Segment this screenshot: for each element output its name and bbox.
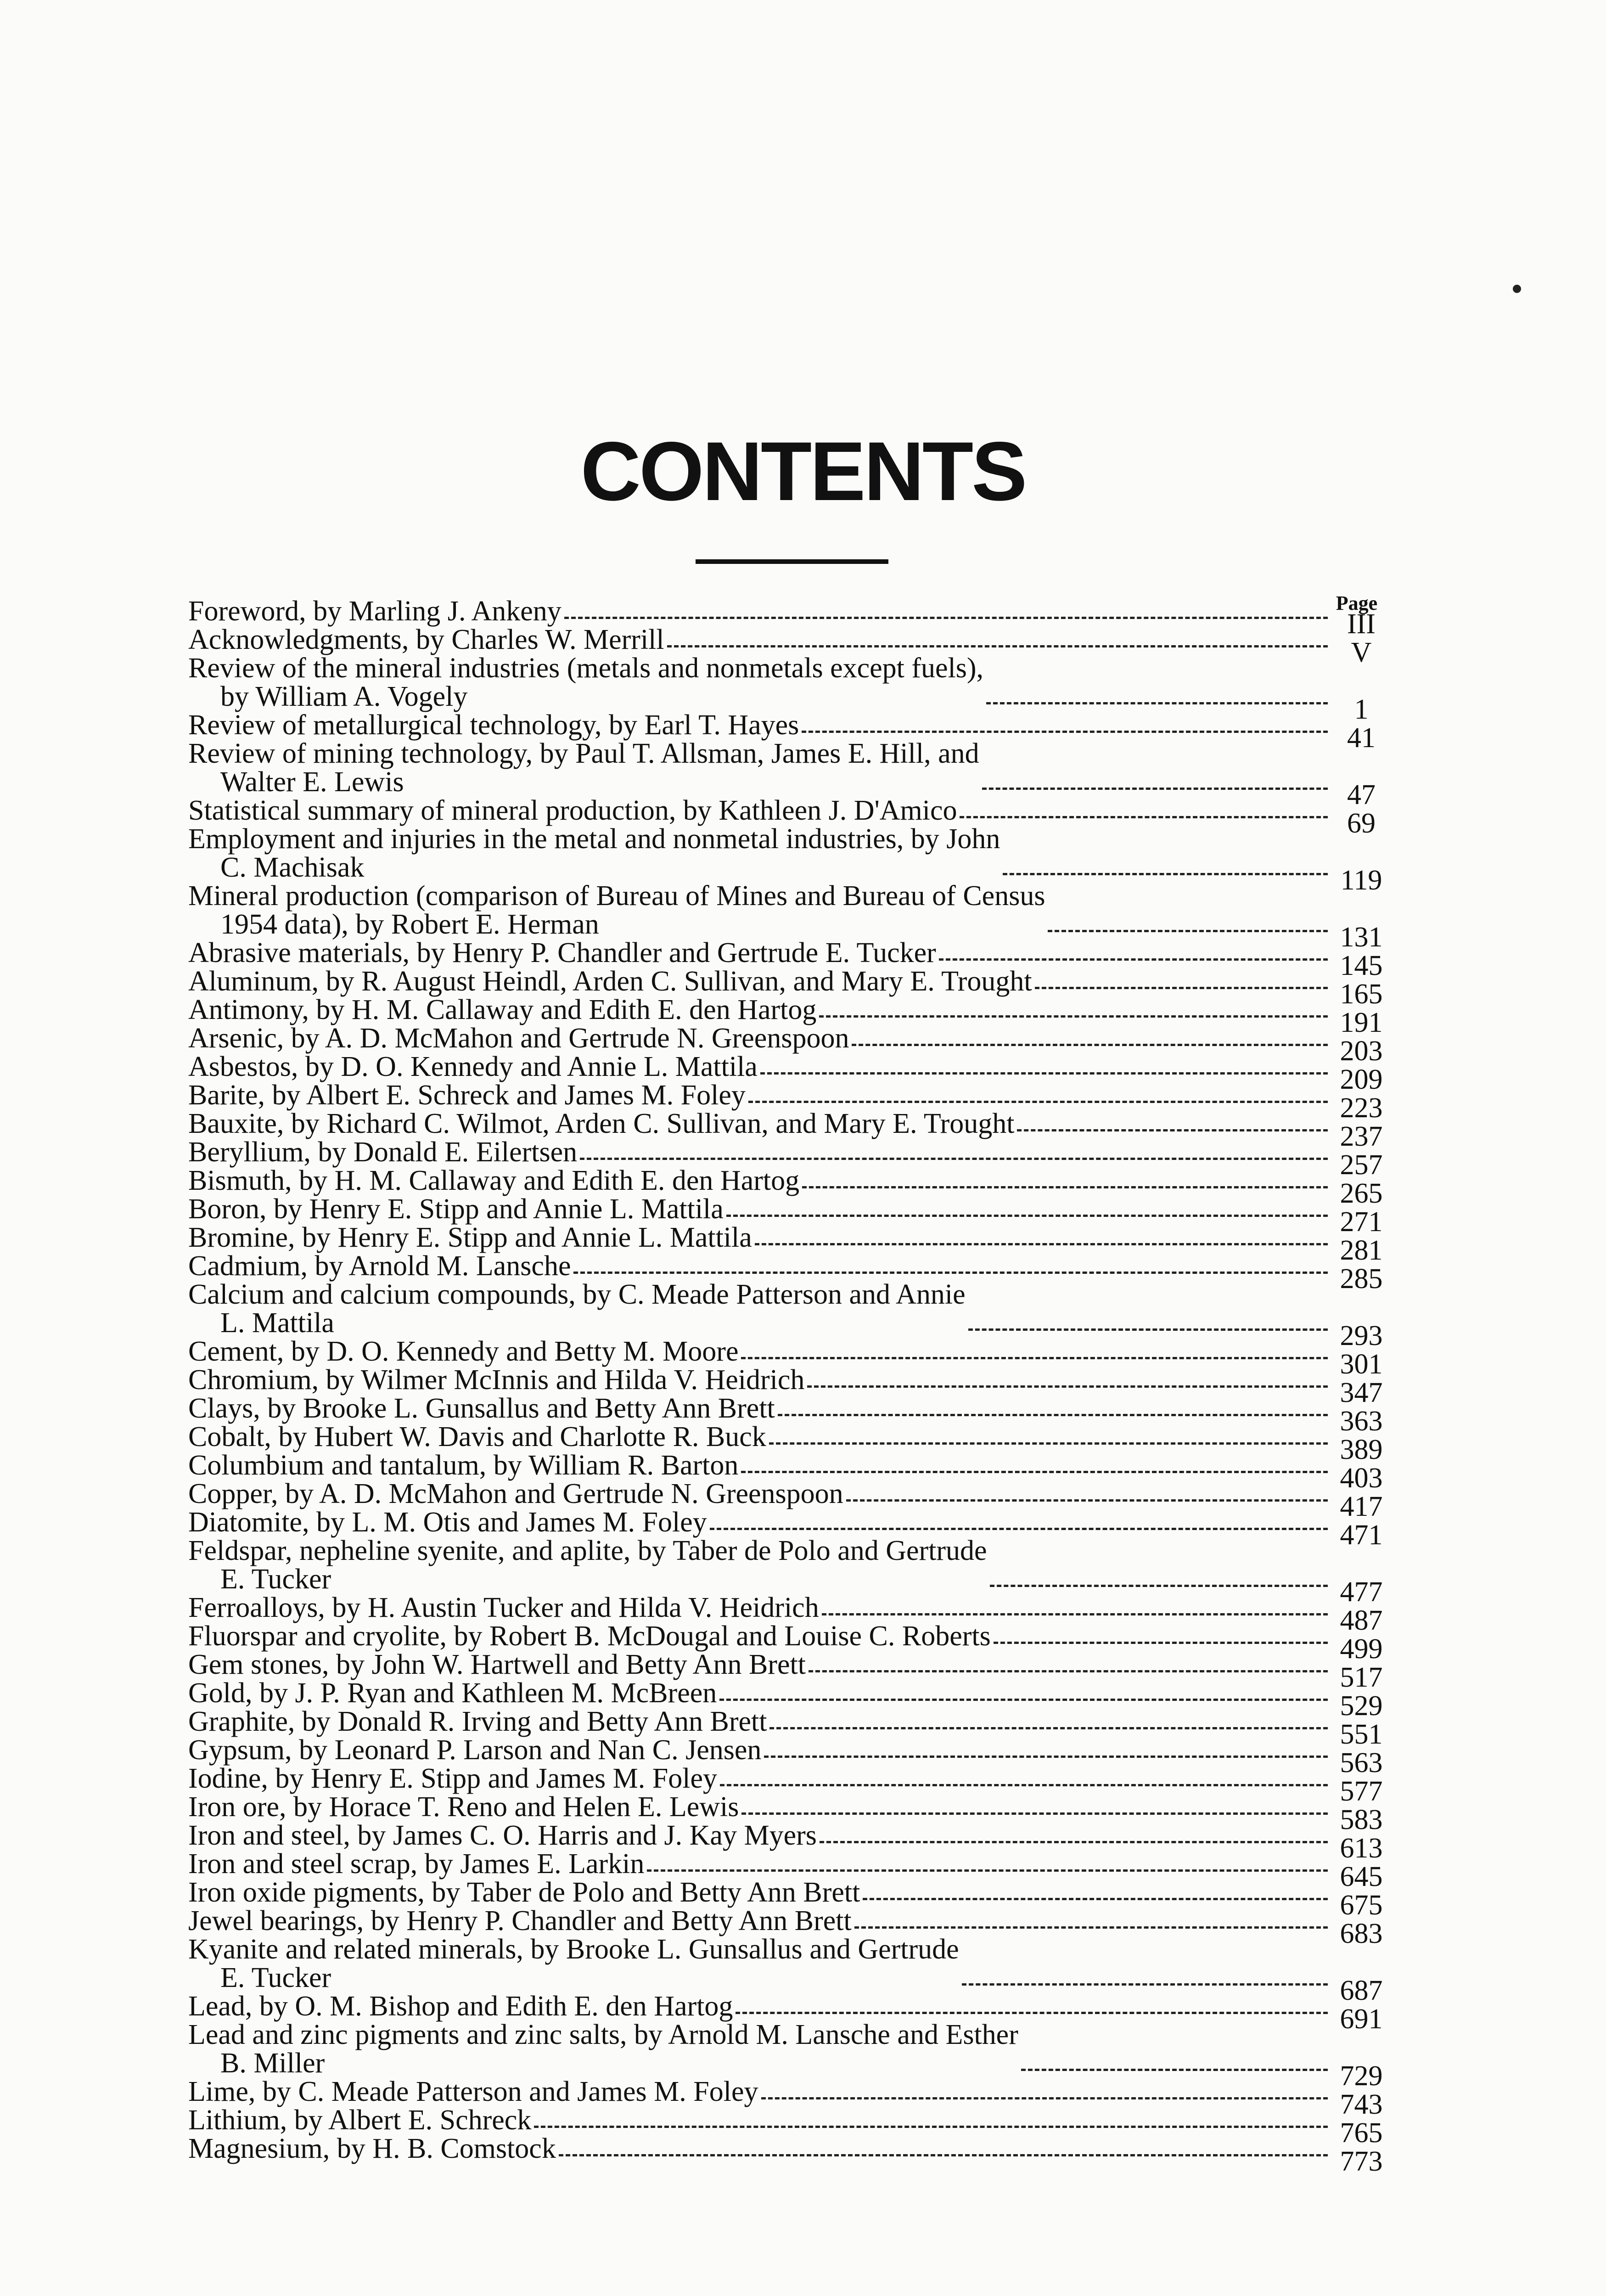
dot-leader: [748, 1101, 1328, 1103]
dot-leader: [802, 1186, 1328, 1188]
toc-page-number: 257: [1340, 1149, 1383, 1181]
toc-entry-text: Feldspar, nepheline syenite, and aplite, by Taber de Polo and Gertrude E. Tucker: [188, 1535, 987, 1595]
toc-entry: [188, 2077, 1331, 2106]
toc-entry: [188, 1736, 1331, 1764]
toc-entry: [188, 1280, 1331, 1337]
toc-page-number: 209: [1340, 1064, 1383, 1095]
toc-entry: [188, 825, 1331, 882]
toc-entry: [188, 939, 1331, 967]
dot-leader: [741, 1471, 1328, 1473]
toc-entry-text: Cement, by D. O. Kennedy and Betty M. Moore: [188, 1336, 739, 1367]
dot-leader: [1035, 987, 1328, 989]
toc-entry: [188, 2106, 1331, 2134]
dot-leader: [846, 1499, 1328, 1502]
toc-entry: [188, 1707, 1331, 1736]
toc-entry: [188, 1423, 1331, 1451]
dot-leader: [819, 1015, 1328, 1018]
toc-entry: [188, 2020, 1331, 2077]
page-title: CONTENTS: [580, 424, 1026, 518]
toc-page-number: V: [1351, 637, 1372, 668]
toc-entry: [188, 1821, 1331, 1850]
toc-entry: [188, 967, 1331, 996]
toc-entry: [188, 1850, 1331, 1878]
toc-entry: [188, 1650, 1331, 1679]
toc-page-number: 191: [1340, 1007, 1383, 1038]
toc-entry-text: Clays, by Brooke L. Gunsallus and Betty Ann Brett: [188, 1393, 775, 1424]
dot-leader: [778, 1414, 1328, 1416]
toc-entry-text: Kyanite and related minerals, by Brooke L. Gunsallus and Gertrude E. Tucker: [188, 1934, 959, 1993]
dot-leader: [741, 1812, 1328, 1815]
dot-leader: [573, 1272, 1328, 1274]
toc-page-number: 41: [1347, 722, 1376, 754]
toc-page-number: 691: [1340, 2003, 1383, 2035]
dot-leader: [720, 1784, 1328, 1786]
toc-page-number: 613: [1340, 1833, 1383, 1864]
toc-entry-text: Ferroalloys, by H. Austin Tucker and Hilda V. Heidrich: [188, 1592, 819, 1623]
page-column-heading: Page: [1336, 592, 1378, 614]
dot-leader: [534, 2126, 1328, 2128]
toc-entry: [188, 1593, 1331, 1622]
toc-page-number: 389: [1340, 1434, 1383, 1465]
dot-leader: [854, 1926, 1328, 1929]
toc-entry: [188, 654, 1331, 711]
toc-page-number: 69: [1347, 808, 1376, 839]
toc-entry: [188, 1366, 1331, 1394]
dot-leader: [580, 1158, 1328, 1160]
toc-entry-text: Fluorspar and cryolite, by Robert B. McDougal and Louise C. Roberts: [188, 1621, 991, 1652]
toc-entry: [188, 1907, 1331, 1935]
toc-page-number: 47: [1347, 779, 1376, 810]
toc-entry-text: Iron and steel, by James C. O. Harris and J. Kay Myers: [188, 1820, 817, 1851]
toc-entry-text: Lime, by C. Meade Patterson and James M. Foley: [188, 2076, 758, 2107]
toc-entry-text: Beryllium, by Donald E. Eilertsen: [188, 1137, 578, 1168]
toc-entry-text: Lead and zinc pigments and zinc salts, by Arnold M. Lansche and Esther B. Miller: [188, 2019, 1018, 2079]
toc-entry: [188, 1508, 1331, 1536]
toc-entry-text: Barite, by Albert E. Schreck and James M. Foley: [188, 1080, 746, 1111]
toc-page-number: III: [1347, 608, 1376, 640]
toc-entry-text: Employment and injuries in the metal and nonmetal industries, by John C. Machisak: [188, 823, 1000, 883]
dot-leader: [559, 2154, 1328, 2156]
dot-leader: [761, 2097, 1328, 2099]
toc-entry-text: Iron and steel scrap, by James E. Larkin: [188, 1848, 645, 1880]
toc-entry-text: Asbestos, by D. O. Kennedy and Annie L. Mattila: [188, 1051, 758, 1082]
toc-entry-text: Review of metallurgical technology, by Earl T. Hayes: [188, 709, 799, 741]
toc-entry: [188, 1166, 1331, 1195]
toc-entry-text: Review of the mineral industries (metals and nonmetals except fuels), by William A. Vogely: [188, 653, 984, 712]
toc-entry-text: Magnesium, by H. B. Comstock: [188, 2133, 556, 2164]
dot-leader: [755, 1243, 1328, 1245]
title-rule: [696, 559, 888, 564]
toc-page-number: 145: [1340, 950, 1383, 981]
toc-page-number: 645: [1340, 1861, 1383, 1892]
dot-leader: [994, 1642, 1328, 1644]
toc-page-number: 583: [1340, 1804, 1383, 1835]
toc-entry: [188, 1793, 1331, 1821]
toc-entry-text: Foreword, by Marling J. Ankeny: [188, 596, 562, 627]
toc-entry-text: Acknowledgments, by Charles W. Merrill: [188, 624, 664, 655]
toc-entry-text: Bauxite, by Richard C. Wilmot, Arden C. Sullivan, and Mary E. Trought: [188, 1108, 1015, 1139]
dot-leader: [667, 645, 1328, 647]
toc-entry-text: Gem stones, by John W. Hartwell and Betty Ann Brett: [188, 1649, 806, 1680]
dot-leader: [764, 1756, 1328, 1758]
toc-entry: [188, 1052, 1331, 1081]
toc-page-number: 1: [1354, 694, 1369, 725]
toc-entry: [188, 1195, 1331, 1223]
toc-entry-text: Chromium, by Wilmer McInnis and Hilda V. Heidrich: [188, 1364, 805, 1396]
toc-page-number: 265: [1340, 1178, 1383, 1209]
toc-page-number: 301: [1340, 1349, 1383, 1380]
dot-leader: [760, 1072, 1328, 1075]
toc-page-number: 765: [1340, 2117, 1383, 2149]
toc-page-number: 285: [1340, 1263, 1383, 1294]
dot-leader: [939, 958, 1328, 961]
toc-entry-text: Diatomite, by L. M. Otis and James M. Foley: [188, 1507, 707, 1538]
toc-page-number: 403: [1340, 1463, 1383, 1494]
toc-entry-text: Arsenic, by A. D. McMahon and Gertrude N. Greenspoon: [188, 1023, 849, 1054]
toc-entry-text: Boron, by Henry E. Stipp and Annie L. Mattila: [188, 1193, 724, 1225]
toc-entry: [188, 1679, 1331, 1707]
toc-page-number: 165: [1340, 979, 1383, 1010]
dot-leader: [852, 1044, 1328, 1046]
toc-page-number: 237: [1340, 1121, 1383, 1152]
toc-entry-text: Iron oxide pigments, by Taber de Polo and Betty Ann Brett: [188, 1877, 860, 1908]
toc-page-number: 271: [1340, 1206, 1383, 1238]
dot-leader: [960, 816, 1328, 818]
dot-leader: [1017, 1129, 1328, 1131]
toc-entry: [188, 796, 1331, 825]
toc-entry: [188, 1536, 1331, 1593]
toc-entry-text: Cobalt, by Hubert W. Davis and Charlotte R. Buck: [188, 1421, 766, 1452]
dot-leader: [647, 1869, 1328, 1872]
dot-leader: [769, 1727, 1328, 1729]
dot-leader: [769, 1442, 1328, 1445]
toc-entry: [188, 1024, 1331, 1052]
toc-page-number: 471: [1340, 1519, 1383, 1551]
toc-page-number: 487: [1340, 1605, 1383, 1636]
dot-leader: [809, 1670, 1328, 1672]
toc-entry-text: Bismuth, by H. M. Callaway and Edith E. den Hartog: [188, 1165, 800, 1196]
toc-page-number: 347: [1340, 1377, 1383, 1408]
toc-entry: [188, 1622, 1331, 1650]
toc-entry-text: Copper, by A. D. McMahon and Gertrude N. Greenspoon: [188, 1478, 843, 1509]
toc-page-number: 729: [1340, 2060, 1383, 2092]
toc-entry-text: Lead, by O. M. Bishop and Edith E. den Hartog: [188, 1991, 733, 2022]
toc-page-number: 119: [1340, 865, 1382, 896]
toc-entry-text: Jewel bearings, by Henry P. Chandler and Betty Ann Brett: [188, 1905, 852, 1936]
toc-entry: [188, 1394, 1331, 1423]
dot-leader: [736, 2012, 1328, 2014]
toc-page-number: 203: [1340, 1035, 1383, 1067]
toc-page-number: 131: [1340, 922, 1383, 953]
toc-entry-text: Review of mining technology, by Paul T. Allsman, James E. Hill, and Walter E. Lewis: [188, 738, 979, 798]
toc-entry-text: Iodine, by Henry E. Stipp and James M. Foley: [188, 1763, 718, 1794]
toc-entry: [188, 2134, 1331, 2163]
dot-leader: [1048, 930, 1328, 932]
toc-entry-text: Bromine, by Henry E. Stipp and Annie L. Mattila: [188, 1222, 752, 1253]
toc-page-number: 563: [1340, 1747, 1383, 1778]
table-of-contents: [188, 597, 1331, 2163]
toc-page-number: 743: [1340, 2089, 1383, 2120]
toc-entry-text: Abrasive materials, by Henry P. Chandler and Gertrude E. Tucker: [188, 937, 936, 968]
toc-entry-text: Antimony, by H. M. Callaway and Edith E. den Hartog: [188, 994, 817, 1025]
toc-page-number: 675: [1340, 1890, 1383, 1921]
dot-leader: [719, 1699, 1328, 1701]
dot-leader: [863, 1898, 1328, 1900]
toc-entry: [188, 1935, 1331, 1992]
toc-entry-text: Mineral production (comparison of Bureau of Mines and Bureau of Census 1954 data), by Robert E. Herman: [188, 880, 1045, 940]
dot-leader: [564, 617, 1328, 619]
toc-page-number: 529: [1340, 1690, 1383, 1722]
toc-entry-text: Lithium, by Albert E. Schreck: [188, 2105, 532, 2136]
toc-page-number: 223: [1340, 1092, 1383, 1124]
toc-entry: [188, 739, 1331, 796]
toc-entry: [188, 1138, 1331, 1166]
toc-entry: [188, 1480, 1331, 1508]
toc-page-number: 499: [1340, 1633, 1383, 1665]
toc-entry: [188, 1992, 1331, 2020]
dot-leader: [968, 1328, 1328, 1331]
toc-entry: [188, 1764, 1331, 1793]
toc-entry-text: Graphite, by Donald R. Irving and Betty Ann Brett: [188, 1706, 767, 1737]
toc-entry-text: Cadmium, by Arnold M. Lansche: [188, 1250, 571, 1282]
dot-leader: [802, 731, 1328, 733]
toc-page-number: 577: [1340, 1776, 1383, 1807]
dot-leader: [990, 1585, 1328, 1587]
toc-entry: [188, 1878, 1331, 1907]
toc-page-number: 281: [1340, 1235, 1383, 1266]
dot-leader: [741, 1357, 1328, 1359]
toc-page-number: 773: [1340, 2146, 1383, 2177]
toc-page-number: 683: [1340, 1918, 1383, 1949]
toc-entry: [188, 1109, 1331, 1138]
dot-leader: [807, 1385, 1328, 1388]
dot-leader: [820, 1841, 1328, 1843]
toc-page-number: 417: [1340, 1491, 1383, 1522]
toc-page-number: 517: [1340, 1662, 1383, 1693]
toc-page-number: 293: [1340, 1320, 1383, 1351]
toc-entry: [188, 1081, 1331, 1109]
toc-entry-text: Aluminum, by R. August Heindl, Arden C. Sullivan, and Mary E. Trought: [188, 966, 1032, 997]
toc-entry-text: Calcium and calcium compounds, by C. Meade Patterson and Annie L. Mattila: [188, 1279, 966, 1339]
toc-page-number: 363: [1340, 1406, 1383, 1437]
toc-entry-text: Gypsum, by Leonard P. Larson and Nan C. Jensen: [188, 1734, 762, 1766]
toc-entry: [188, 597, 1331, 625]
dot-leader: [822, 1613, 1328, 1615]
toc-entry: [188, 1337, 1331, 1366]
toc-page-number: 687: [1340, 1975, 1383, 2006]
dot-leader: [710, 1528, 1328, 1530]
dot-leader: [962, 1983, 1328, 1986]
dot-leader: [986, 702, 1328, 704]
toc-entry-text: Gold, by J. P. Ryan and Kathleen M. McBreen: [188, 1677, 717, 1709]
ink-speck: [1513, 285, 1521, 293]
dot-leader: [1003, 873, 1328, 875]
toc-entry: [188, 1252, 1331, 1280]
toc-page-number: 551: [1340, 1719, 1383, 1750]
toc-entry-text: Statistical summary of mineral production, by Kathleen J. D'Amico: [188, 795, 957, 826]
toc-entry: [188, 996, 1331, 1024]
dot-leader: [982, 788, 1328, 790]
toc-entry-text: Columbium and tantalum, by William R. Barton: [188, 1450, 739, 1481]
toc-entry: [188, 1451, 1331, 1480]
toc-entry: [188, 711, 1331, 739]
dot-leader: [726, 1215, 1328, 1217]
toc-page-number: 477: [1340, 1576, 1383, 1608]
dot-leader: [1021, 2069, 1328, 2071]
toc-entry: [188, 1223, 1331, 1252]
toc-entry: [188, 882, 1331, 939]
toc-entry: [188, 625, 1331, 654]
toc-entry-text: Iron ore, by Horace T. Reno and Helen E. Lewis: [188, 1791, 739, 1823]
